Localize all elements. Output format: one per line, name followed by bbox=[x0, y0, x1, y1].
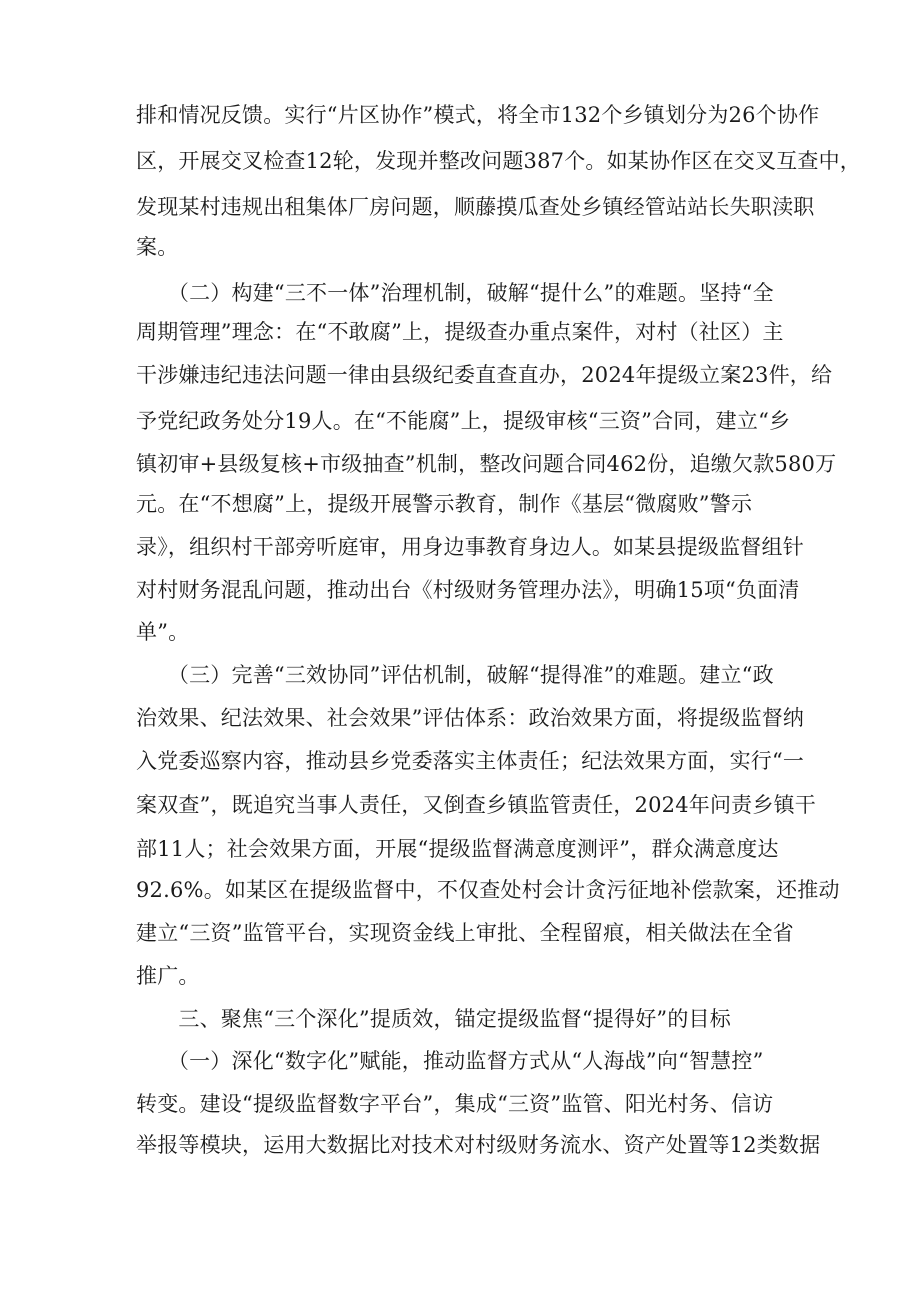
text-line: 治效果、纪法效果、社会效果”评估体系：政治效果方面，将提级监督纳 bbox=[136, 706, 805, 730]
text-line: 单”。 bbox=[136, 620, 190, 644]
text-line: 录》，组织村干部旁听庭审，用身边事教育身边人。如某县提级监督组针 bbox=[136, 535, 804, 559]
text-line: 干涉嫌违纪违法问题一律由县级纪委直查直办，2024年提级立案23件，给 bbox=[136, 363, 833, 387]
text-line: （三）完善“三效协同”评估机制，破解“提得准”的难题。建立“政 bbox=[136, 663, 774, 687]
text-line: 案。 bbox=[136, 235, 179, 259]
text-line: 对村财务混乱问题，推动出台《村级财务管理办法》，明确15项“负面清 bbox=[136, 578, 800, 602]
text-line: 镇初审+县级复核+市级抽查”机制，整改问题合同462份，追缴欠款580万 bbox=[136, 452, 837, 476]
text-line: 案双查”，既追究当事人责任，又倒查乡镇监管责任，2024年问责乡镇干 bbox=[136, 793, 816, 817]
text-line: 92.6%。如某区在提级监督中，不仅查处村会计贪污征地补偿款案，还推动 bbox=[136, 878, 840, 902]
text-line: 予党纪政务处分19人。在“不能腐”上，提级审核“三资”合同，建立“乡 bbox=[136, 409, 791, 433]
section-heading: 三、聚焦“三个深化”提质效，锚定提级监督“提得好”的目标 bbox=[136, 1007, 731, 1031]
text-line: 入党委巡察内容，推动县乡党委落实主体责任；纪法效果方面，实行“一 bbox=[136, 749, 805, 773]
text-line: （一）深化“数字化”赋能，推动监督方式从“人海战”向“智慧控” bbox=[136, 1049, 764, 1073]
text-line: 转变。建设“提级监督数字平台”，集成“三资”监管、阳光村务、信访 bbox=[136, 1092, 774, 1116]
text-line: 部11人；社会效果方面，开展“提级监督满意度测评”，群众满意度达 bbox=[136, 837, 779, 861]
text-line: 举报等模块，运用大数据比对技术对村级财务流水、资产处置等12类数据 bbox=[136, 1133, 821, 1157]
text-line: 区，开展交叉检查12轮，发现并整改问题387个。如某协作区在交叉互查中， bbox=[136, 149, 862, 173]
text-line: 元。在“不想腐”上，提级开展警示教育，制作《基层“微腐败”警示 bbox=[136, 492, 753, 516]
text-line: 排和情况反馈。实行“片区协作”模式，将全市132个乡镇划分为26个协作 bbox=[136, 103, 820, 127]
text-line: （二）构建“三不一体”治理机制，破解“提什么”的难题。坚持“全 bbox=[136, 281, 774, 305]
text-line: 发现某村违规出租集体厂房问题，顺藤摸瓜查处乡镇经管站站长失职渎职 bbox=[136, 195, 815, 219]
text-line: 建立“三资”监管平台，实现资金线上审批、全程留痕，相关做法在全省 bbox=[136, 921, 794, 945]
text-line: 周期管理”理念：在“不敢腐”上，提级查办重点案件，对村（社区）主 bbox=[136, 320, 784, 344]
text-line: 推广。 bbox=[136, 964, 200, 988]
